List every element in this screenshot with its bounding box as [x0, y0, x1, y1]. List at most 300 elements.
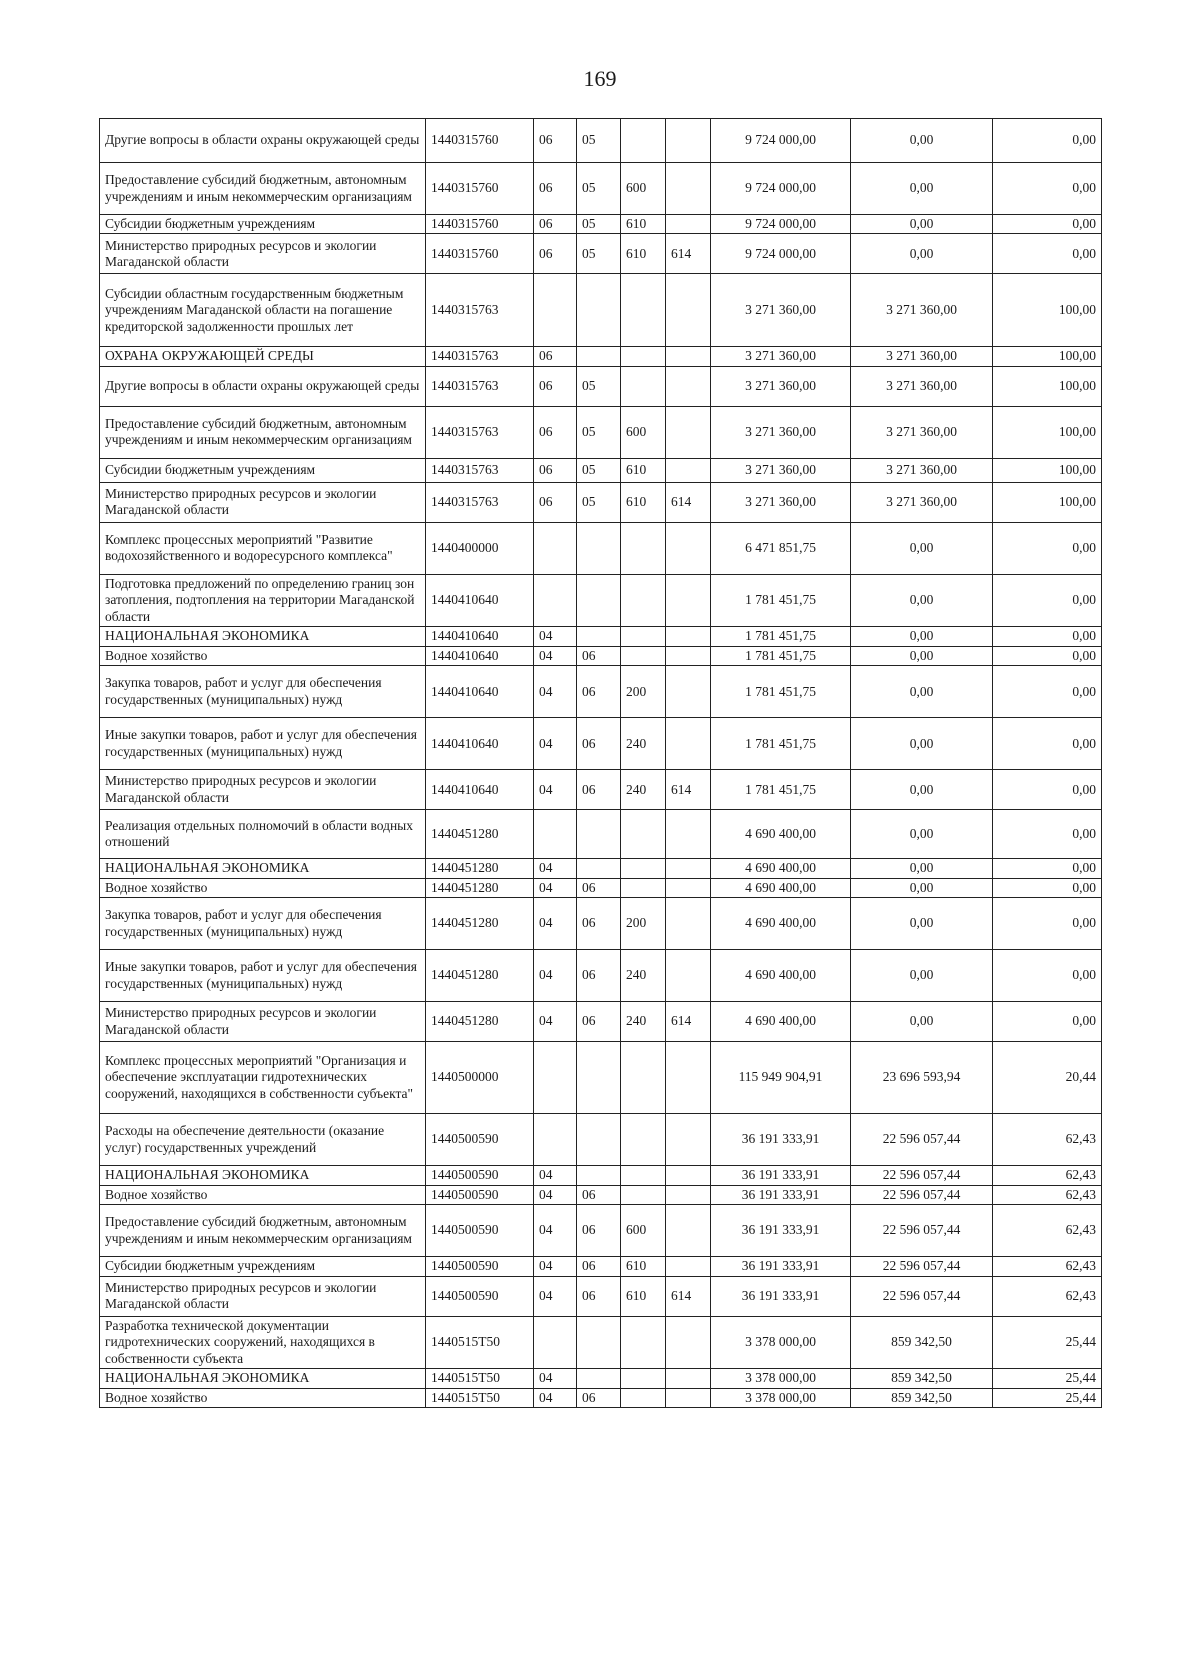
row-name: Субсидии областным государственным бюджетным учреждениям Магаданской области на погашение кредиторской задолженности прошлых лет — [100, 274, 426, 347]
row-expense-type — [621, 878, 666, 897]
row-section: 06 — [534, 366, 577, 406]
row-percent: 0,00 — [993, 627, 1102, 646]
row-percent: 100,00 — [993, 458, 1102, 482]
row-target-code: 1440315760 — [426, 163, 534, 215]
row-actual-amount: 859 342,50 — [851, 1316, 993, 1368]
row-section: 04 — [534, 878, 577, 897]
row-section: 06 — [534, 234, 577, 274]
row-section: 04 — [534, 666, 577, 718]
row-plan-amount: 1 781 451,75 — [711, 718, 851, 770]
row-subsection: 06 — [577, 1205, 621, 1257]
row-plan-amount: 36 191 333,91 — [711, 1276, 851, 1316]
row-subsection: 06 — [577, 1388, 621, 1407]
row-plan-amount: 36 191 333,91 — [711, 1114, 851, 1166]
row-plan-amount: 4 690 400,00 — [711, 810, 851, 859]
row-actual-amount: 0,00 — [851, 950, 993, 1002]
row-plan-amount: 1 781 451,75 — [711, 770, 851, 810]
row-expense-type: 610 — [621, 1257, 666, 1276]
row-percent: 100,00 — [993, 274, 1102, 347]
table-row — [100, 770, 1102, 810]
row-grbs — [666, 898, 711, 950]
table-body — [100, 119, 1102, 1408]
row-percent: 25,44 — [993, 1316, 1102, 1368]
row-expense-type — [621, 1369, 666, 1388]
row-subsection — [577, 1166, 621, 1185]
row-subsection: 06 — [577, 1185, 621, 1204]
row-expense-type: 240 — [621, 1002, 666, 1042]
row-expense-type — [621, 1166, 666, 1185]
row-section: 04 — [534, 898, 577, 950]
row-grbs — [666, 1042, 711, 1114]
row-name: Другие вопросы в области охраны окружающей среды — [100, 119, 426, 163]
row-grbs — [666, 522, 711, 574]
row-grbs — [666, 274, 711, 347]
row-grbs — [666, 1257, 711, 1276]
row-subsection: 05 — [577, 234, 621, 274]
table-row — [100, 1042, 1102, 1114]
row-section: 04 — [534, 1257, 577, 1276]
row-section: 04 — [534, 646, 577, 665]
row-grbs — [666, 458, 711, 482]
row-target-code: 1440451280 — [426, 898, 534, 950]
row-section: 06 — [534, 482, 577, 522]
row-plan-amount: 6 471 851,75 — [711, 522, 851, 574]
row-actual-amount: 22 596 057,44 — [851, 1276, 993, 1316]
row-target-code: 1440451280 — [426, 950, 534, 1002]
row-plan-amount: 3 378 000,00 — [711, 1369, 851, 1388]
row-subsection: 05 — [577, 406, 621, 458]
row-section: 04 — [534, 1205, 577, 1257]
row-target-code: 1440400000 — [426, 522, 534, 574]
table-row — [100, 1205, 1102, 1257]
row-percent: 0,00 — [993, 898, 1102, 950]
page-number: 169 — [583, 66, 617, 91]
row-section: 06 — [534, 119, 577, 163]
row-percent: 0,00 — [993, 878, 1102, 897]
row-grbs — [666, 1166, 711, 1185]
row-subsection — [577, 1316, 621, 1368]
row-grbs — [666, 163, 711, 215]
row-expense-type: 610 — [621, 234, 666, 274]
row-target-code: 1440515T50 — [426, 1316, 534, 1368]
row-plan-amount: 4 690 400,00 — [711, 1002, 851, 1042]
row-percent: 62,43 — [993, 1205, 1102, 1257]
row-target-code: 1440500000 — [426, 1042, 534, 1114]
row-section: 04 — [534, 1166, 577, 1185]
row-section: 04 — [534, 1276, 577, 1316]
row-name: Предоставление субсидий бюджетным, автономным учреждениям и иным некоммерческим организациям — [100, 1205, 426, 1257]
row-subsection: 06 — [577, 1257, 621, 1276]
table-row — [100, 666, 1102, 718]
row-target-code: 1440515T50 — [426, 1388, 534, 1407]
row-actual-amount: 0,00 — [851, 646, 993, 665]
row-actual-amount: 22 596 057,44 — [851, 1185, 993, 1204]
row-expense-type: 610 — [621, 1276, 666, 1316]
table-row — [100, 366, 1102, 406]
row-grbs — [666, 1316, 711, 1368]
row-name: Министерство природных ресурсов и экологии Магаданской области — [100, 1276, 426, 1316]
row-target-code: 1440410640 — [426, 666, 534, 718]
row-target-code: 1440315763 — [426, 347, 534, 366]
row-subsection — [577, 627, 621, 646]
row-grbs — [666, 119, 711, 163]
row-actual-amount: 22 596 057,44 — [851, 1205, 993, 1257]
row-percent: 100,00 — [993, 482, 1102, 522]
row-name: Водное хозяйство — [100, 878, 426, 897]
row-subsection: 05 — [577, 482, 621, 522]
table-row — [100, 274, 1102, 347]
row-expense-type — [621, 347, 666, 366]
row-actual-amount: 3 271 360,00 — [851, 458, 993, 482]
row-expense-type — [621, 1042, 666, 1114]
row-section: 06 — [534, 458, 577, 482]
row-percent: 100,00 — [993, 347, 1102, 366]
row-subsection: 06 — [577, 1276, 621, 1316]
row-grbs — [666, 574, 711, 626]
row-expense-type: 610 — [621, 458, 666, 482]
row-grbs — [666, 347, 711, 366]
row-plan-amount: 3 378 000,00 — [711, 1316, 851, 1368]
row-target-code: 1440410640 — [426, 770, 534, 810]
table-row — [100, 1369, 1102, 1388]
row-expense-type: 240 — [621, 718, 666, 770]
row-section — [534, 810, 577, 859]
row-subsection: 06 — [577, 718, 621, 770]
row-expense-type: 600 — [621, 1205, 666, 1257]
row-percent: 0,00 — [993, 163, 1102, 215]
table-row — [100, 950, 1102, 1002]
row-grbs — [666, 1369, 711, 1388]
row-grbs — [666, 1185, 711, 1204]
row-section: 06 — [534, 347, 577, 366]
row-subsection: 06 — [577, 770, 621, 810]
row-plan-amount: 1 781 451,75 — [711, 666, 851, 718]
row-plan-amount: 9 724 000,00 — [711, 234, 851, 274]
table-row — [100, 1257, 1102, 1276]
row-expense-type: 200 — [621, 898, 666, 950]
row-expense-type: 240 — [621, 950, 666, 1002]
row-subsection — [577, 1042, 621, 1114]
row-percent: 0,00 — [993, 770, 1102, 810]
row-subsection: 05 — [577, 366, 621, 406]
row-name: НАЦИОНАЛЬНАЯ ЭКОНОМИКА — [100, 627, 426, 646]
row-actual-amount: 0,00 — [851, 215, 993, 234]
row-expense-type — [621, 646, 666, 665]
table-row — [100, 878, 1102, 897]
table-row — [100, 458, 1102, 482]
row-actual-amount: 3 271 360,00 — [851, 406, 993, 458]
row-name: Министерство природных ресурсов и экологии Магаданской области — [100, 234, 426, 274]
row-name: Другие вопросы в области охраны окружающей среды — [100, 366, 426, 406]
row-section: 06 — [534, 406, 577, 458]
row-name: Реализация отдельных полномочий в области водных отношений — [100, 810, 426, 859]
row-plan-amount: 115 949 904,91 — [711, 1042, 851, 1114]
row-section — [534, 574, 577, 626]
row-subsection — [577, 347, 621, 366]
row-grbs — [666, 1114, 711, 1166]
row-target-code: 1440451280 — [426, 1002, 534, 1042]
row-name: Министерство природных ресурсов и экологии Магаданской области — [100, 770, 426, 810]
table-row — [100, 810, 1102, 859]
row-plan-amount: 3 271 360,00 — [711, 406, 851, 458]
table-row — [100, 482, 1102, 522]
row-actual-amount: 0,00 — [851, 666, 993, 718]
row-actual-amount: 3 271 360,00 — [851, 482, 993, 522]
row-target-code: 1440451280 — [426, 878, 534, 897]
row-target-code: 1440410640 — [426, 627, 534, 646]
row-expense-type: 600 — [621, 163, 666, 215]
row-subsection — [577, 274, 621, 347]
table-row — [100, 163, 1102, 215]
row-actual-amount: 0,00 — [851, 859, 993, 878]
table-row — [100, 1276, 1102, 1316]
row-target-code: 1440315763 — [426, 482, 534, 522]
row-percent: 62,43 — [993, 1276, 1102, 1316]
row-subsection: 06 — [577, 646, 621, 665]
row-name: Расходы на обеспечение деятельности (оказание услуг) государственных учреждений — [100, 1114, 426, 1166]
row-name: Закупка товаров, работ и услуг для обеспечения государственных (муниципальных) нужд — [100, 898, 426, 950]
row-subsection — [577, 859, 621, 878]
row-target-code: 1440515T50 — [426, 1369, 534, 1388]
row-actual-amount: 0,00 — [851, 522, 993, 574]
row-plan-amount: 1 781 451,75 — [711, 627, 851, 646]
row-subsection: 05 — [577, 119, 621, 163]
row-name: Водное хозяйство — [100, 1388, 426, 1407]
row-plan-amount: 36 191 333,91 — [711, 1257, 851, 1276]
row-section: 04 — [534, 1369, 577, 1388]
row-subsection: 06 — [577, 1002, 621, 1042]
row-name: Закупка товаров, работ и услуг для обеспечения государственных (муниципальных) нужд — [100, 666, 426, 718]
row-expense-type — [621, 1388, 666, 1407]
row-expense-type — [621, 1114, 666, 1166]
row-plan-amount: 9 724 000,00 — [711, 119, 851, 163]
row-expense-type: 200 — [621, 666, 666, 718]
row-expense-type — [621, 627, 666, 646]
row-subsection: 05 — [577, 458, 621, 482]
row-name: Водное хозяйство — [100, 1185, 426, 1204]
row-name: НАЦИОНАЛЬНАЯ ЭКОНОМИКА — [100, 859, 426, 878]
row-target-code: 1440410640 — [426, 646, 534, 665]
row-actual-amount: 859 342,50 — [851, 1369, 993, 1388]
row-name: Предоставление субсидий бюджетным, автономным учреждениям и иным некоммерческим организациям — [100, 406, 426, 458]
row-actual-amount: 0,00 — [851, 119, 993, 163]
row-subsection: 06 — [577, 950, 621, 1002]
table-row — [100, 1388, 1102, 1407]
table-row — [100, 898, 1102, 950]
table-row — [100, 859, 1102, 878]
row-plan-amount: 3 271 360,00 — [711, 347, 851, 366]
row-actual-amount: 0,00 — [851, 718, 993, 770]
row-percent: 0,00 — [993, 574, 1102, 626]
row-name: Комплекс процессных мероприятий "Организация и обеспечение эксплуатации гидротехнических сооружений, находящихся в собственности субъекта" — [100, 1042, 426, 1114]
row-actual-amount: 22 596 057,44 — [851, 1257, 993, 1276]
row-target-code: 1440500590 — [426, 1205, 534, 1257]
row-name: Комплекс процессных мероприятий "Развитие водохозяйственного и водоресурсного комплекса" — [100, 522, 426, 574]
row-actual-amount: 3 271 360,00 — [851, 274, 993, 347]
row-expense-type — [621, 274, 666, 347]
row-section — [534, 1114, 577, 1166]
row-section: 04 — [534, 859, 577, 878]
row-grbs — [666, 1388, 711, 1407]
row-actual-amount: 3 271 360,00 — [851, 347, 993, 366]
row-section: 04 — [534, 1002, 577, 1042]
row-name: ОХРАНА ОКРУЖАЮЩЕЙ СРЕДЫ — [100, 347, 426, 366]
row-section: 04 — [534, 627, 577, 646]
row-actual-amount: 0,00 — [851, 878, 993, 897]
row-name: Субсидии бюджетным учреждениям — [100, 215, 426, 234]
row-plan-amount: 3 271 360,00 — [711, 366, 851, 406]
row-percent: 0,00 — [993, 666, 1102, 718]
row-plan-amount: 36 191 333,91 — [711, 1166, 851, 1185]
row-plan-amount: 4 690 400,00 — [711, 859, 851, 878]
row-target-code: 1440315760 — [426, 119, 534, 163]
row-plan-amount: 9 724 000,00 — [711, 215, 851, 234]
row-percent: 0,00 — [993, 1002, 1102, 1042]
row-name: Предоставление субсидий бюджетным, автономным учреждениям и иным некоммерческим организациям — [100, 163, 426, 215]
row-section: 06 — [534, 163, 577, 215]
row-grbs: 614 — [666, 1276, 711, 1316]
row-subsection: 05 — [577, 215, 621, 234]
row-name: Водное хозяйство — [100, 646, 426, 665]
row-name: Министерство природных ресурсов и экологии Магаданской области — [100, 482, 426, 522]
row-grbs — [666, 878, 711, 897]
row-grbs — [666, 718, 711, 770]
row-section: 04 — [534, 1388, 577, 1407]
row-expense-type: 240 — [621, 770, 666, 810]
row-actual-amount: 22 596 057,44 — [851, 1114, 993, 1166]
row-expense-type — [621, 1185, 666, 1204]
row-section: 04 — [534, 718, 577, 770]
row-plan-amount: 3 271 360,00 — [711, 482, 851, 522]
row-actual-amount: 0,00 — [851, 810, 993, 859]
row-actual-amount: 23 696 593,94 — [851, 1042, 993, 1114]
row-actual-amount: 0,00 — [851, 898, 993, 950]
row-expense-type — [621, 366, 666, 406]
table-row — [100, 215, 1102, 234]
row-target-code: 1440410640 — [426, 718, 534, 770]
row-grbs — [666, 1205, 711, 1257]
row-actual-amount: 0,00 — [851, 163, 993, 215]
row-name: Субсидии бюджетным учреждениям — [100, 458, 426, 482]
row-actual-amount: 22 596 057,44 — [851, 1166, 993, 1185]
table-row — [100, 234, 1102, 274]
row-subsection: 05 — [577, 163, 621, 215]
row-percent: 0,00 — [993, 718, 1102, 770]
row-grbs: 614 — [666, 770, 711, 810]
row-percent: 62,43 — [993, 1114, 1102, 1166]
row-percent: 25,44 — [993, 1369, 1102, 1388]
row-subsection — [577, 810, 621, 859]
row-plan-amount: 3 271 360,00 — [711, 458, 851, 482]
row-grbs: 614 — [666, 482, 711, 522]
row-percent: 0,00 — [993, 859, 1102, 878]
row-percent: 0,00 — [993, 234, 1102, 274]
row-plan-amount: 1 781 451,75 — [711, 574, 851, 626]
row-subsection — [577, 574, 621, 626]
row-grbs — [666, 406, 711, 458]
row-target-code: 1440500590 — [426, 1114, 534, 1166]
row-grbs — [666, 215, 711, 234]
row-plan-amount: 4 690 400,00 — [711, 878, 851, 897]
row-expense-type — [621, 859, 666, 878]
row-percent: 0,00 — [993, 522, 1102, 574]
row-target-code: 1440315763 — [426, 366, 534, 406]
row-percent: 62,43 — [993, 1166, 1102, 1185]
row-plan-amount: 1 781 451,75 — [711, 646, 851, 665]
table-row — [100, 406, 1102, 458]
row-grbs — [666, 810, 711, 859]
table-row — [100, 646, 1102, 665]
row-target-code: 1440315763 — [426, 406, 534, 458]
row-expense-type: 610 — [621, 215, 666, 234]
row-subsection: 06 — [577, 878, 621, 897]
row-subsection: 06 — [577, 666, 621, 718]
row-actual-amount: 859 342,50 — [851, 1388, 993, 1407]
row-target-code: 1440500590 — [426, 1185, 534, 1204]
row-target-code: 1440410640 — [426, 574, 534, 626]
row-plan-amount: 36 191 333,91 — [711, 1185, 851, 1204]
table-row — [100, 627, 1102, 646]
row-name: Субсидии бюджетным учреждениям — [100, 1257, 426, 1276]
row-plan-amount: 4 690 400,00 — [711, 950, 851, 1002]
table-row — [100, 347, 1102, 366]
row-percent: 0,00 — [993, 119, 1102, 163]
row-percent: 0,00 — [993, 810, 1102, 859]
row-target-code: 1440315763 — [426, 458, 534, 482]
row-plan-amount: 3 271 360,00 — [711, 274, 851, 347]
row-target-code: 1440315763 — [426, 274, 534, 347]
row-expense-type — [621, 522, 666, 574]
row-grbs — [666, 646, 711, 665]
row-plan-amount: 4 690 400,00 — [711, 898, 851, 950]
budget-table — [99, 118, 1102, 1408]
row-actual-amount: 3 271 360,00 — [851, 366, 993, 406]
row-actual-amount: 0,00 — [851, 574, 993, 626]
row-expense-type: 600 — [621, 406, 666, 458]
row-section: 06 — [534, 215, 577, 234]
row-name: НАЦИОНАЛЬНАЯ ЭКОНОМИКА — [100, 1166, 426, 1185]
row-section — [534, 1042, 577, 1114]
row-section: 04 — [534, 950, 577, 1002]
row-name: Иные закупки товаров, работ и услуг для обеспечения государственных (муниципальных) нужд — [100, 718, 426, 770]
row-target-code: 1440315760 — [426, 234, 534, 274]
row-grbs — [666, 666, 711, 718]
row-expense-type: 610 — [621, 482, 666, 522]
row-expense-type — [621, 119, 666, 163]
row-name: Разработка технической документации гидротехнических сооружений, находящихся в собственности субъекта — [100, 1316, 426, 1368]
row-section: 04 — [534, 770, 577, 810]
row-target-code: 1440451280 — [426, 810, 534, 859]
row-plan-amount: 36 191 333,91 — [711, 1205, 851, 1257]
row-section — [534, 522, 577, 574]
table-row — [100, 718, 1102, 770]
row-actual-amount: 0,00 — [851, 770, 993, 810]
table-row — [100, 574, 1102, 626]
row-plan-amount: 9 724 000,00 — [711, 163, 851, 215]
row-plan-amount: 3 378 000,00 — [711, 1388, 851, 1407]
row-target-code: 1440315760 — [426, 215, 534, 234]
row-name: НАЦИОНАЛЬНАЯ ЭКОНОМИКА — [100, 1369, 426, 1388]
row-target-code: 1440500590 — [426, 1276, 534, 1316]
row-subsection — [577, 1369, 621, 1388]
row-grbs: 614 — [666, 234, 711, 274]
row-expense-type — [621, 1316, 666, 1368]
row-percent: 0,00 — [993, 215, 1102, 234]
table-row — [100, 1166, 1102, 1185]
row-percent: 20,44 — [993, 1042, 1102, 1114]
row-percent: 100,00 — [993, 406, 1102, 458]
row-section: 04 — [534, 1185, 577, 1204]
